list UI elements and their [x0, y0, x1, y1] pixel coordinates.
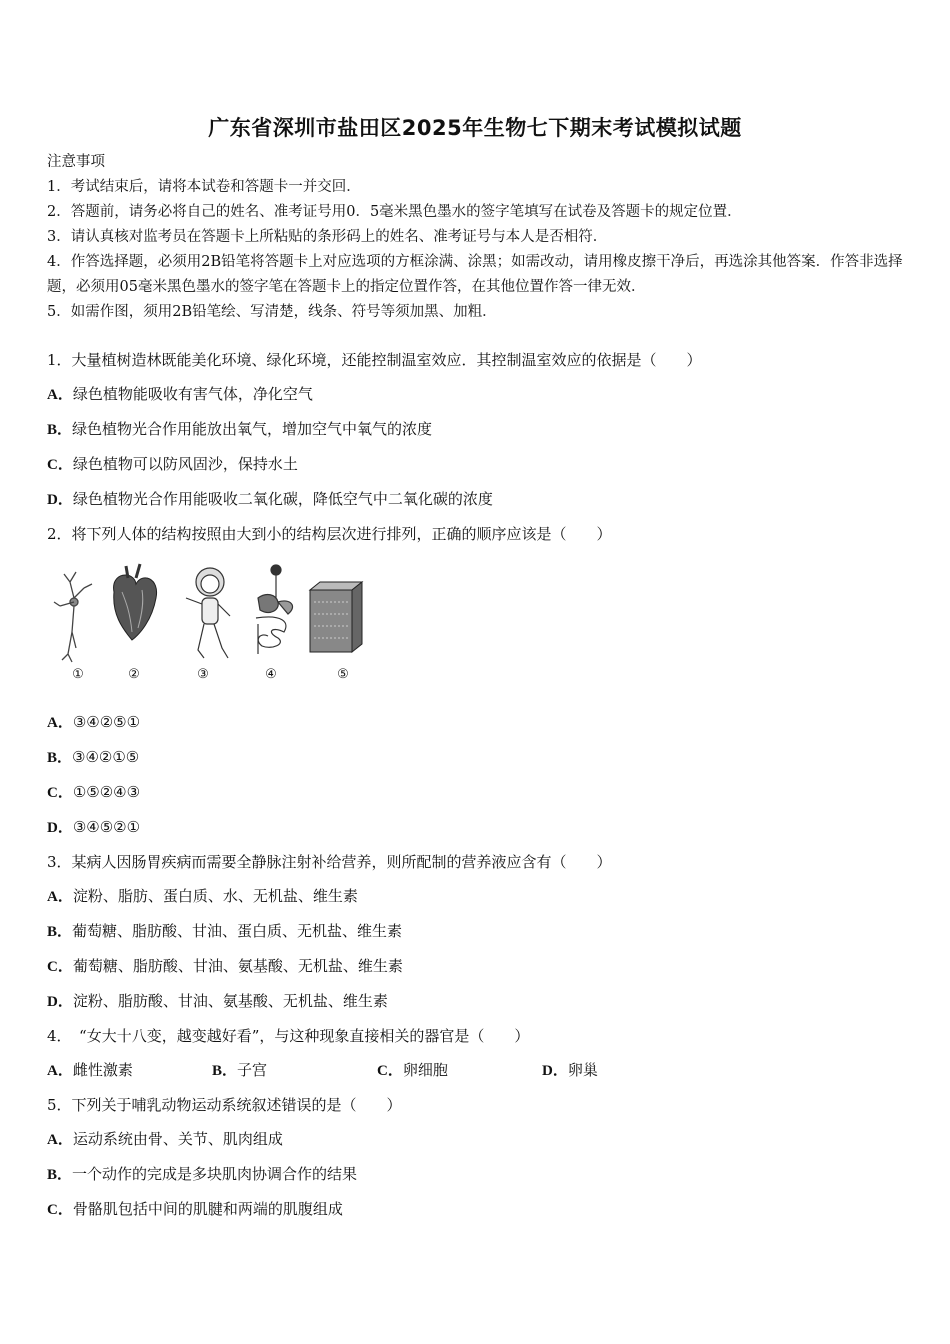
option-letter: A．: [47, 1132, 73, 1148]
tissue-illustration: [310, 582, 362, 652]
question-stem: 4． “女大十八变，越变越好看”，与这种现象直接相关的器官是（ ）: [47, 1027, 530, 1045]
option-letter: B．: [47, 924, 73, 940]
option-text: 卵细胞: [402, 1061, 448, 1079]
option-text: ③④②⑤①: [72, 713, 141, 731]
option-b: [47, 740, 917, 775]
notice-heading: 注意事项: [47, 154, 105, 170]
option-b: [212, 1053, 377, 1088]
option-d: [47, 984, 917, 1019]
option-b: [47, 1157, 917, 1192]
notice-item: 3．请认真核对监考员在答题卡上所粘贴的条形码上的姓名、准考证号与本人是否相符．: [47, 229, 608, 245]
option-text: ③④②①⑤: [72, 748, 140, 766]
option-text: ③④⑤②①: [72, 818, 141, 836]
question-1: [47, 343, 917, 551]
option-a: [47, 1122, 917, 1157]
option-c: [47, 1192, 917, 1227]
figure-label: ④: [265, 667, 277, 682]
option-d: [542, 1053, 598, 1088]
option-letter: C．: [47, 959, 73, 975]
option-letter: D．: [542, 1063, 568, 1079]
notice-item: 2．答题前，请务必将自己的姓名、准考证号用0．5毫米黑色墨水的签字笔填写在试卷及答题卡的规定位置．: [47, 204, 742, 220]
question-stem: 5．下列关于哺乳动物运动系统叙述错误的是（ ）: [47, 1096, 402, 1114]
option-text: 淀粉、脂肪酸、甘油、氨基酸、无机盐、维生素: [72, 992, 388, 1010]
option-a: [47, 1053, 212, 1088]
option-text: 运动系统由骨、关节、肌肉组成: [72, 1130, 283, 1148]
question-stem: 3．某病人因肠胃疾病而需要全静脉注射补给营养，则所配制的营养液应含有（ ）: [47, 853, 612, 871]
option-b: [47, 914, 917, 949]
option-text: 葡萄糖、脂肪酸、甘油、蛋白质、无机盐、维生素: [72, 922, 403, 940]
question-stem: 1．大量植树造林既能美化环境、绿化环境，还能控制温室效应．其控制温室效应的依据是（ ）: [47, 351, 702, 369]
option-letter: D．: [47, 492, 73, 508]
option-letter: B．: [47, 422, 73, 438]
option-letter: B．: [212, 1063, 238, 1079]
option-text: ①⑤②④③: [72, 783, 141, 801]
option-text: 子宫: [237, 1061, 268, 1079]
option-text: 一个动作的完成是多块肌肉协调合作的结果: [72, 1165, 358, 1183]
figure-label: ③: [197, 667, 209, 682]
option-text: 绿色植物可以防风固沙，保持水土: [72, 455, 298, 473]
option-letter: C．: [47, 785, 73, 801]
option-letter: C．: [47, 1202, 73, 1218]
option-letter: C．: [377, 1063, 403, 1079]
option-text: 葡萄糖、脂肪酸、甘油、氨基酸、无机盐、维生素: [72, 957, 403, 975]
girl-illustration: [186, 568, 230, 658]
option-a: [47, 879, 917, 914]
option-text: 卵巢: [567, 1061, 598, 1079]
notice-item: 5．如需作图，须用2B铅笔绘、写清楚，线条、符号等须加黑、加粗．: [47, 304, 497, 320]
page-title: 广东省深圳市盐田区2025年生物七下期末考试模拟试题: [208, 116, 742, 140]
notice-section: [47, 150, 907, 325]
option-c: [47, 447, 917, 482]
option-letter: A．: [47, 1063, 73, 1079]
notice-item: 4．作答选择题，必须用2B铅笔将答题卡上对应选项的方框涂满、涂黑；如需改动，请用橡皮擦干净后，再选涂其他答案．作答非选择题，必须用05毫米黑色墨水的签字笔在答题卡上的指定位置作答，在其他位置作答一律无效．: [47, 254, 903, 295]
heart-illustration: [114, 564, 157, 640]
option-letter: C．: [47, 457, 73, 473]
option-d: [47, 810, 917, 845]
option-letter: B．: [47, 750, 73, 766]
digestive-system-illustration: [256, 565, 293, 654]
structure-levels-figure: [52, 562, 372, 687]
option-letter: A．: [47, 889, 73, 905]
option-c: [377, 1053, 542, 1088]
option-b: [47, 412, 917, 447]
option-d: [47, 482, 917, 517]
option-text: 骨骼肌包括中间的肌腱和两端的肌腹组成: [72, 1200, 343, 1218]
figure-label: ⑤: [337, 667, 349, 682]
option-letter: B．: [47, 1167, 73, 1183]
option-text: 绿色植物光合作用能吸收二氧化碳，降低空气中二氧化碳的浓度: [72, 490, 493, 508]
option-a: [47, 377, 917, 412]
figure-label: ②: [128, 667, 140, 682]
option-text: 淀粉、脂肪、蛋白质、水、无机盐、维生素: [72, 887, 358, 905]
option-a: [47, 705, 917, 740]
notice-item: 1．考试结束后，请将本试卷和答题卡一并交回．: [47, 179, 361, 195]
option-letter: A．: [47, 387, 73, 403]
question-stem: 2．将下列人体的结构按照由大到小的结构层次进行排列，正确的顺序应该是（ ）: [47, 525, 612, 543]
neuron-illustration: [54, 572, 92, 662]
option-letter: D．: [47, 994, 73, 1010]
option-letter: A．: [47, 715, 73, 731]
figure-illustrations: [52, 562, 372, 667]
option-c: [47, 949, 917, 984]
option-text: 绿色植物光合作用能放出氧气，增加空气中氧气的浓度: [72, 420, 433, 438]
option-c: [47, 775, 917, 810]
option-row: [47, 1053, 917, 1088]
figure-label: ①: [72, 667, 84, 682]
option-text: 雌性激素: [72, 1061, 133, 1079]
option-text: 绿色植物能吸收有害气体，净化空气: [72, 385, 313, 403]
question-2-options: [47, 705, 917, 1227]
option-letter: D．: [47, 820, 73, 836]
